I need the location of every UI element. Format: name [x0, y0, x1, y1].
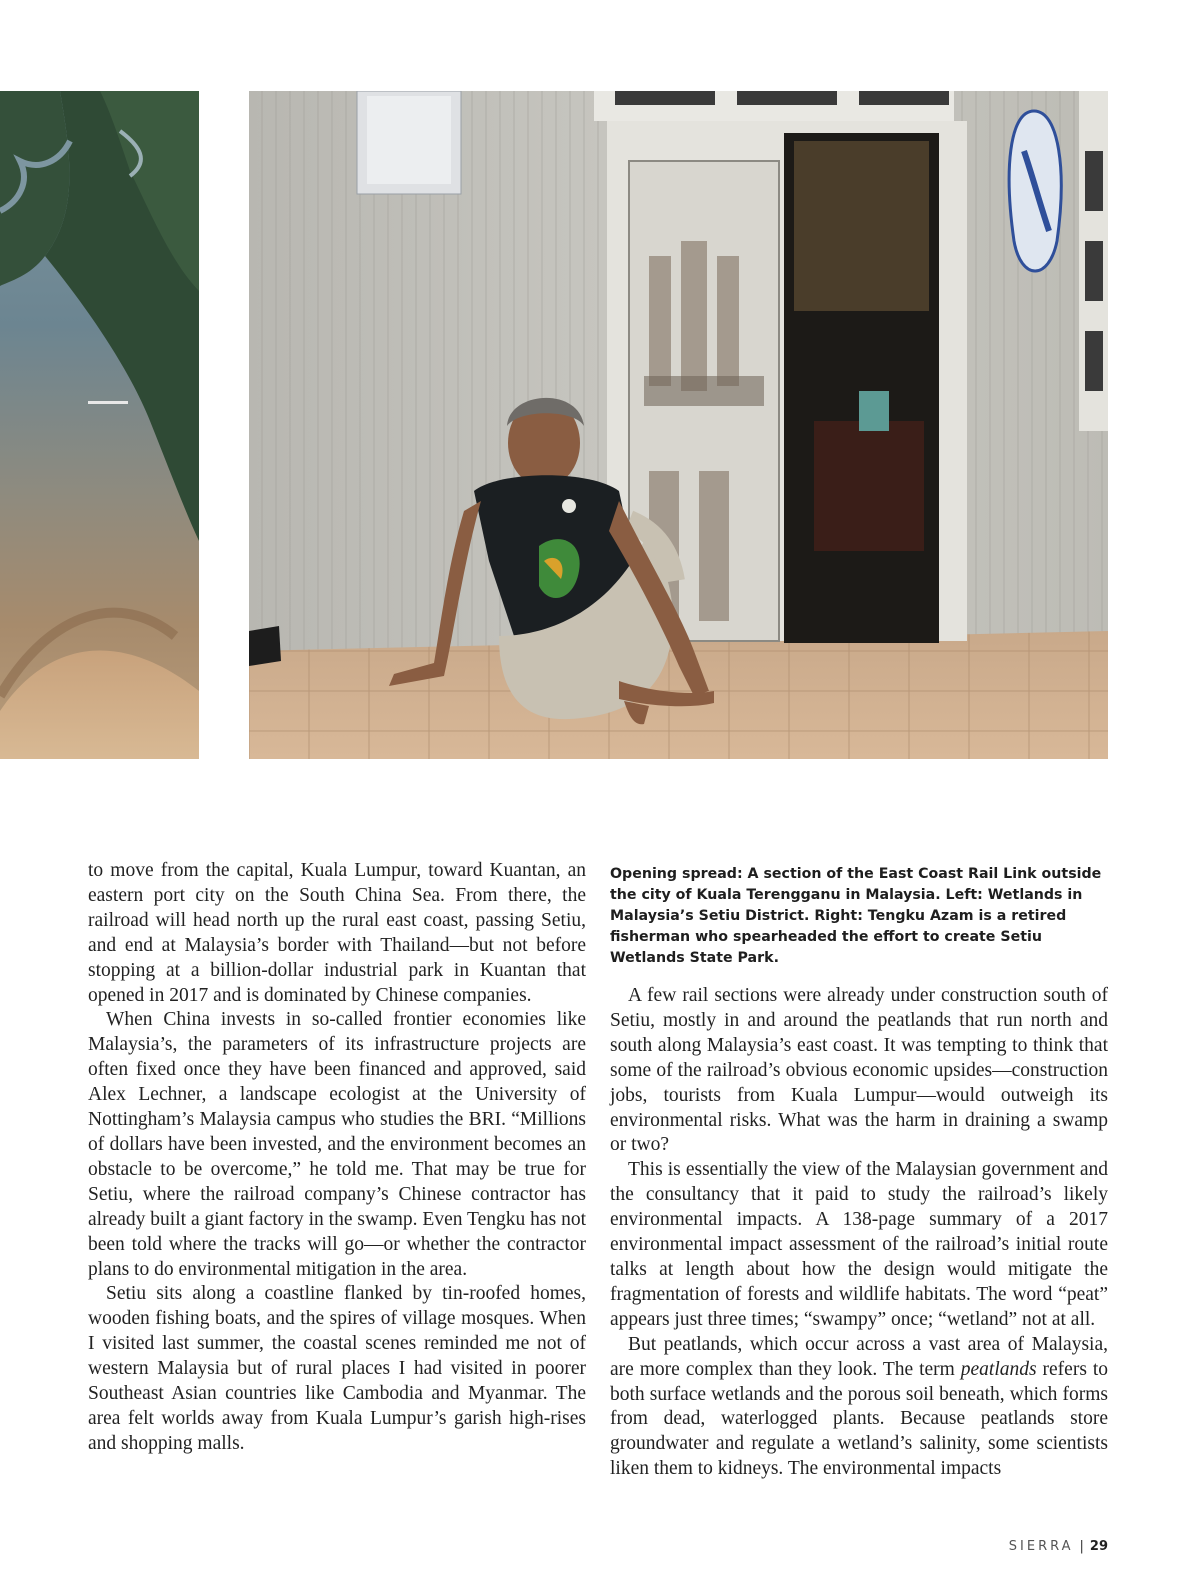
- paragraph: [610, 1333, 1108, 1482]
- paragraph: to move from the capital, Kuala Lumpur, toward Kuantan, an eastern port city on the South China Sea. From there, the railroad will head north up the rural east coast, passing Setiu, and end at Malaysia’s border with Thailand—but not before stopping at a billion-dollar industrial park in Kuantan that opened in 2017 and is dominated by Chinese companies.: [88, 860, 586, 1006]
- paragraph: Setiu sits along a coastline flanked by tin-roofed homes, wooden fishing boats, and the spires of village mosques. When I visited last summer, the coastal scenes reminded me not of western Malaysia but of rural places I had visited in poorer Southeast Asian countries like Cambodia and Myanmar. The area felt worlds away from Kuala Lumpur’s garish high-rises and shopping malls.: [88, 1283, 586, 1454]
- paragraph: A few rail sections were already under construction south of Setiu, mostly in and around the peatlands that run north and south along Malaysia’s east coast. It was tempting to think that some of the railroad’s obvious economic upsides—construction jobs, tourists from Kuala Lumpur—would outweigh its environmental risks. What was the harm in draining a swamp or two?: [610, 985, 1108, 1156]
- body-column-right: [610, 984, 1108, 1482]
- text-run: But peatlands, which occur across a vast area of Malaysia, are more complex than they look. The term: [610, 1333, 1108, 1380]
- photo-caption: Opening spread: A section of the East Coast Rail Link outside the city of Kuala Terengganu in Malaysia. Left: Wetlands in Malaysia’s Setiu District. Right: Tengku Azam is a retired fisherman who spearheaded the effort to create Setiu Wetlands State Park.: [610, 866, 1102, 966]
- folio-separator: |: [1079, 1539, 1084, 1554]
- emphasized-term: peatlands: [960, 1358, 1037, 1380]
- page-number: 29: [1089, 1539, 1108, 1554]
- portrait-photo: [249, 91, 1108, 759]
- text-run: refers to both surface wetlands and the porous soil beneath, which forms from dead, waterlogged plants. Because peatlands store groundwater and regulate a wetland’s salinity, some scientists liken them to kidneys. The environmental impacts: [610, 1358, 1108, 1480]
- paragraph: When China invests in so-called frontier economies like Malaysia’s, the parameters of its infrastructure projects are often fixed once they have been financed and approved, said Alex Lechner, a landscape ecologist at the University of Nottingham’s Malaysia campus who studies the BRI. “Millions of dollars have been invested, and the environment becomes an obstacle to be overcome,” he told me. That may be true for Setiu, where the railroad company’s Chinese contractor has already built a giant factory in the swamp. Even Tengku has not been told where the tracks will go—or whether the contractor plans to do environmental mitigation in the area.: [88, 1009, 586, 1280]
- paragraph: This is essentially the view of the Malaysian government and the consultancy that it paid to study the railroad’s likely environmental impacts. A 138-page summary of a 2017 environmental impact assessment of the railroad’s initial route talks at length about how the design would mitigate the fragmentation of forests and wildlife habitats. The word “peat” appears just three times; “swampy” once; “wetland” not at all.: [610, 1159, 1108, 1330]
- aerial-wetlands-photo: [0, 91, 199, 759]
- body-column-left: [88, 859, 586, 1457]
- page-folio: [1009, 1539, 1108, 1554]
- magazine-name: SIERRA: [1008, 1539, 1074, 1554]
